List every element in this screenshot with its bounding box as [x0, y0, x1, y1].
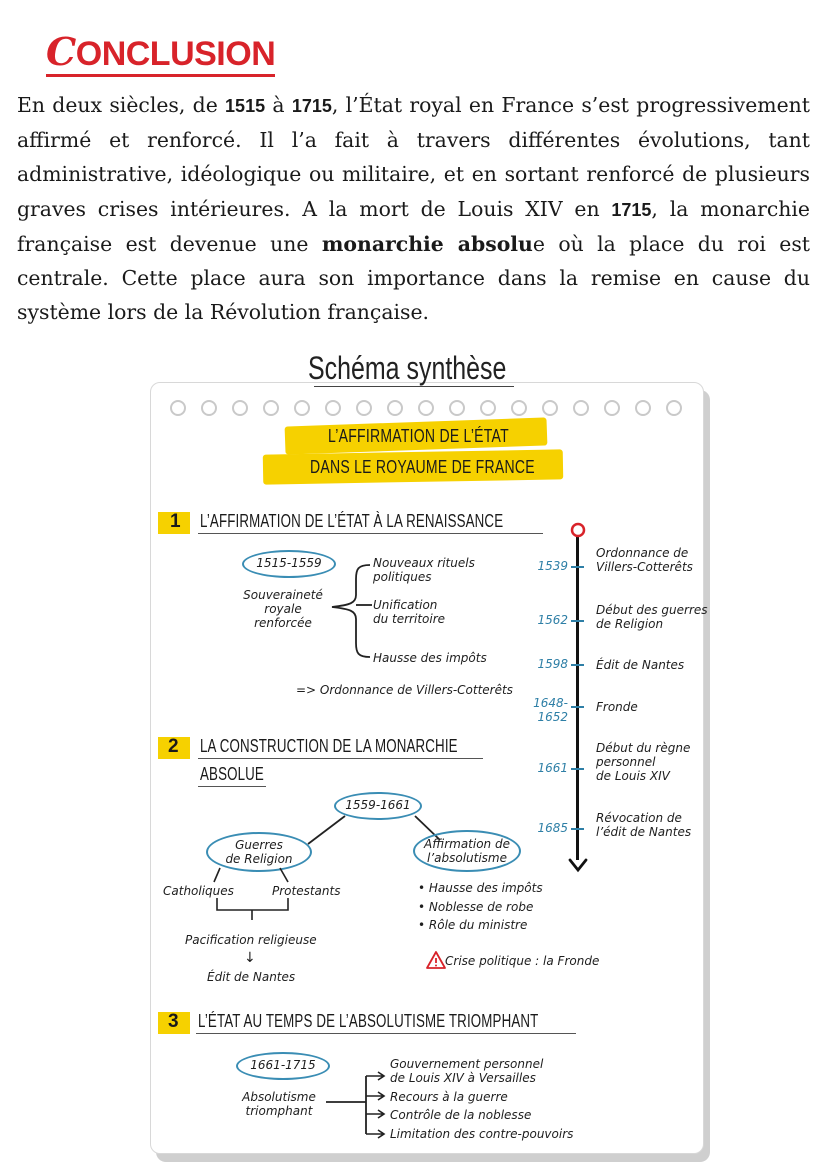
section-3-underline [196, 1033, 576, 1034]
edit-nantes: Édit de Nantes [207, 970, 296, 984]
timeline-arrow-icon [566, 852, 590, 876]
bullet-impots: • Hausse des impôts [418, 881, 543, 895]
item-noblesse: Contrôle de la noblesse [390, 1108, 532, 1122]
notebook-ring [449, 400, 465, 416]
notebook-ring [294, 400, 310, 416]
timeline-label: Édit de Nantes [596, 658, 685, 672]
notebook-ring [325, 400, 341, 416]
catholiques: Catholiques [163, 884, 234, 898]
notebook-ring [170, 400, 186, 416]
schema-header-line1: L’AFFIRMATION DE L’ÉTAT [328, 426, 509, 446]
notebook-ring [201, 400, 217, 416]
section-2-title-line1: LA CONSTRUCTION DE LA MONARCHIE [200, 736, 458, 756]
bullet-ministre: • Rôle du ministre [418, 918, 528, 932]
section-2-title-line2: ABSOLUE [200, 764, 264, 784]
timeline-label: Ordonnance de Villers-Cotterêts [596, 546, 693, 574]
notebook-ring [387, 400, 403, 416]
bullet-noblesse: • Noblesse de robe [418, 900, 534, 914]
notebook-ring [418, 400, 434, 416]
timeline-axis [576, 530, 579, 860]
down-arrow: ↓ [244, 950, 256, 966]
timeline-label: Fronde [596, 700, 638, 714]
notebook-ring [573, 400, 589, 416]
notebook-ring [511, 400, 527, 416]
timeline-year: 1562 [537, 613, 568, 627]
timeline-year: 1685 [537, 821, 568, 835]
section-2-underline-1 [198, 758, 483, 759]
notebook-ring [604, 400, 620, 416]
section-2-number: 2 [168, 736, 179, 757]
pacification: Pacification religieuse [185, 933, 317, 947]
node-affirmation: Affirmation de l’absolutisme [424, 837, 510, 865]
branch-rituels: Nouveaux rituels politiques [373, 556, 475, 584]
warning-fronde: Crise politique : la Fronde [445, 954, 600, 968]
section-1-number: 1 [170, 511, 181, 532]
notebook-ring [635, 400, 651, 416]
section-3-title: L’ÉTAT AU TEMPS DE L’ABSOLUTISME TRIOMPHANT [198, 1011, 539, 1031]
section-2-underline-2 [198, 786, 266, 787]
schema-header-line2: DANS LE ROYAUME DE FRANCE [310, 457, 535, 477]
section-1-brace [320, 555, 380, 665]
timeline-year: 1661 [537, 761, 568, 775]
notebook-ring [232, 400, 248, 416]
notebook-ring [263, 400, 279, 416]
timeline-tick [571, 828, 584, 830]
period-1515-1559: 1515-1559 [256, 556, 322, 570]
timeline-label: Début des guerres de Religion [596, 603, 708, 631]
schema-title: Schéma synthèse [308, 350, 507, 386]
souverainete-label: Souveraineté royale renforcée [243, 588, 323, 630]
section-3-tree [320, 1062, 392, 1144]
conclusion-paragraph: En deux siècles, de 1515 à 1715, l’État royal en France s’est progressivement affirmé et renforcé. Il l’a fait à travers différentes évolutions, tant administrative, idéologique ou militaire, et en sortant renforcé de plusieurs graves crises intérieures. A la mort de Louis XIV en 1715, la monarchie française est devenue une monarchie absolue où la place du roi est centrale. Cette place aura son importance dans la remise en cause du système lors de la Révolution française. [17, 93, 811, 325]
notebook-ring [480, 400, 496, 416]
item-gouvernement: Gouvernement personnel de Louis XIV à Versailles [390, 1057, 544, 1085]
section-1-title: L’AFFIRMATION DE L’ÉTAT À LA RENAISSANCE [200, 511, 504, 531]
timeline-year: 1539 [537, 559, 568, 573]
timeline-tick [571, 768, 584, 770]
protestants: Protestants [272, 884, 341, 898]
timeline-label: Début du règne personnel de Louis XIV [596, 741, 691, 783]
notebook-ring [542, 400, 558, 416]
timeline-tick [571, 706, 584, 708]
timeline-year: 1648- 1652 [533, 696, 568, 724]
warning-icon [425, 950, 447, 970]
period-1559-1661: 1559-1661 [345, 798, 411, 812]
ordonnance-note: => Ordonnance de Villers-Cotterêts [296, 683, 513, 697]
timeline-tick [571, 620, 584, 622]
timeline-start-dot [569, 521, 587, 539]
timeline-tick [571, 566, 584, 568]
conclusion-title: CONCLUSION [46, 34, 275, 77]
schema-title-underline [314, 386, 514, 387]
section-1-underline [198, 533, 543, 534]
notebook-ring [666, 400, 682, 416]
node-guerres: Guerres de Religion [225, 838, 293, 866]
item-contre-pouvoirs: Limitation des contre-pouvoirs [390, 1127, 574, 1141]
item-guerre: Recours à la guerre [390, 1090, 508, 1104]
period-1661-1715: 1661-1715 [250, 1058, 316, 1072]
branch-unification: Unification du territoire [373, 598, 446, 626]
timeline-year: 1598 [537, 657, 568, 671]
absolutisme-label: Absolutisme triomphant [242, 1090, 316, 1118]
section-3-number: 3 [168, 1011, 179, 1032]
timeline-tick [571, 664, 584, 666]
timeline-label: Révocation de l’édit de Nantes [596, 811, 692, 839]
notebook-ring [356, 400, 372, 416]
branch-impots: Hausse des impôts [373, 651, 487, 665]
